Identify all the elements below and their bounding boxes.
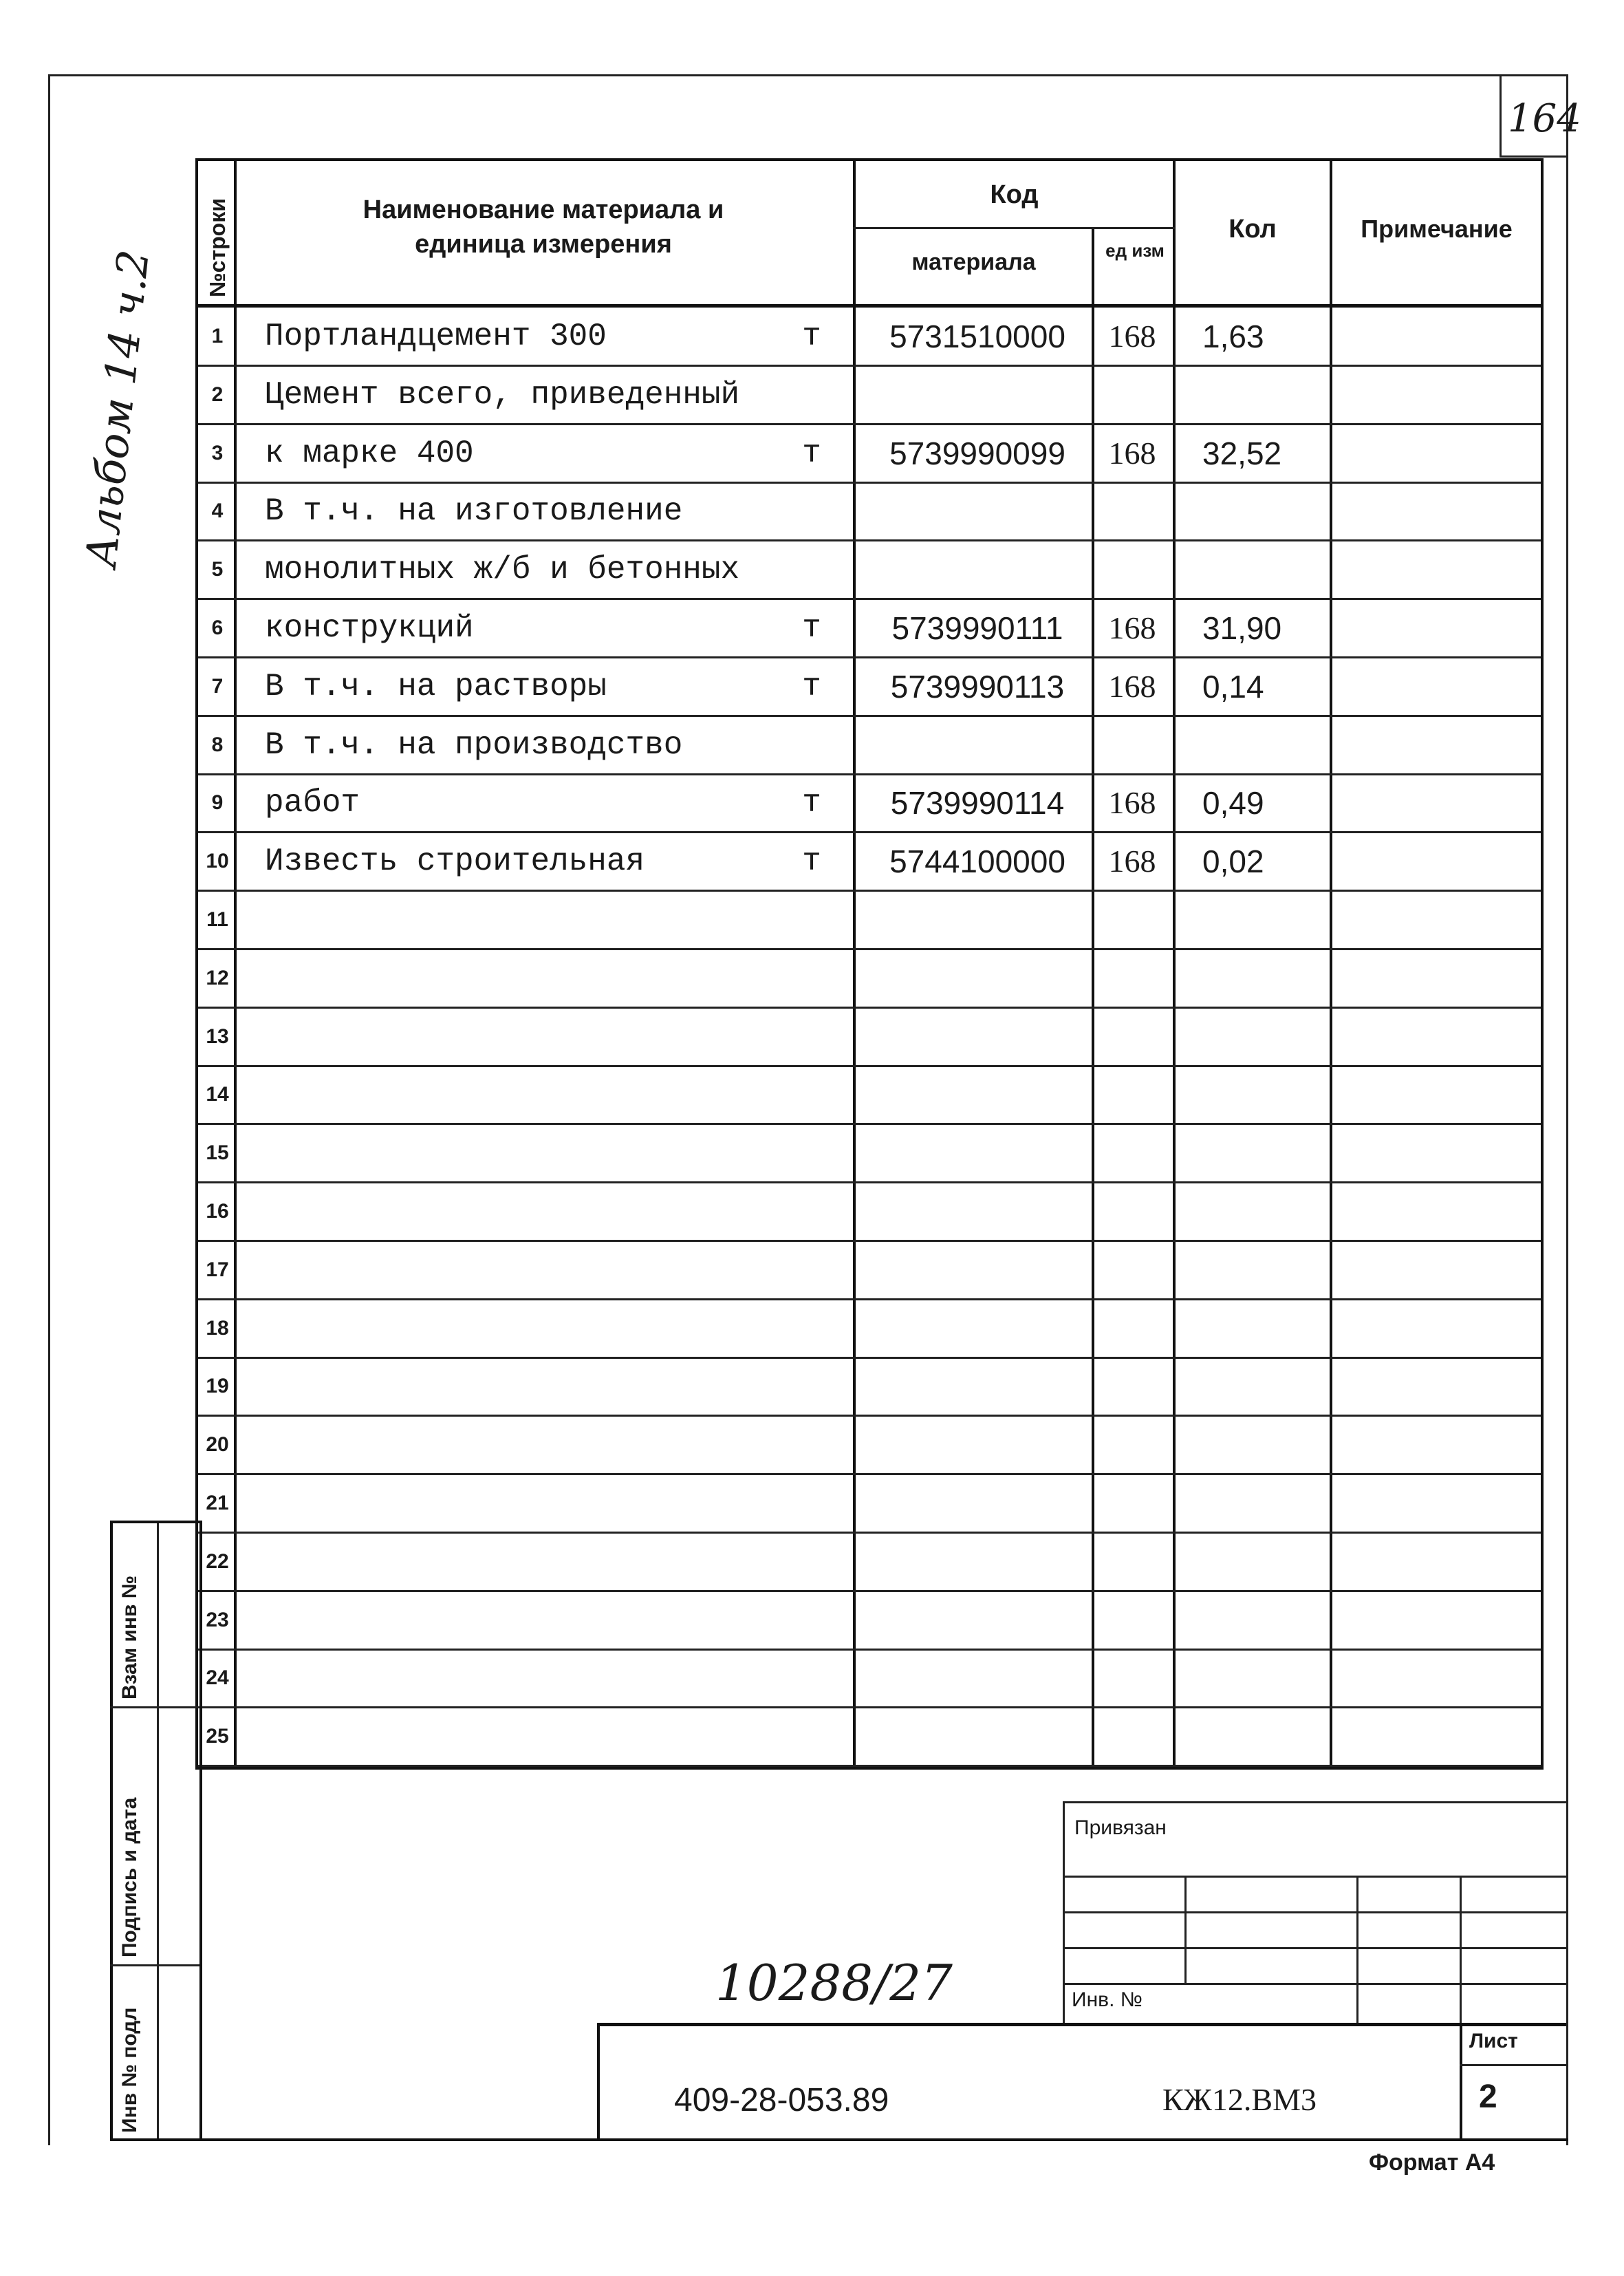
privyazan-col-3 <box>1460 1876 1462 2025</box>
row-material-name: конструкций <box>265 610 474 646</box>
row-material-code <box>868 1357 1087 1415</box>
row-material-code <box>868 1300 1087 1357</box>
row-quantity <box>1202 1591 1319 1649</box>
row-quantity: 1,63 <box>1202 319 1264 354</box>
row-number: 22 <box>206 1550 229 1573</box>
row-material-name: работ <box>265 785 360 821</box>
row-unit <box>798 1124 825 1182</box>
row-unit <box>798 1066 825 1124</box>
row-quantity <box>1202 1008 1319 1066</box>
row-measure-code <box>1094 482 1171 540</box>
row-measure-code <box>1094 1183 1171 1241</box>
row-quantity <box>1202 1241 1319 1299</box>
row-material-name: В т.ч. на изготовление <box>265 493 683 529</box>
row-unit <box>798 1474 825 1532</box>
row-unit <box>798 1357 825 1415</box>
row-measure-code <box>1094 1124 1171 1182</box>
row-unit: т <box>802 610 821 646</box>
row-number: 6 <box>211 616 224 639</box>
row-number: 23 <box>206 1609 229 1631</box>
row-unit <box>798 1533 825 1591</box>
row-material-code <box>868 1416 1087 1474</box>
row-material-code <box>868 716 1087 774</box>
row-number: 12 <box>206 967 229 989</box>
row-material-code: 5739990111 <box>891 610 1063 646</box>
header-code-material: материала <box>911 249 1036 275</box>
row-quantity: 0,02 <box>1202 844 1264 879</box>
sheet-box-divider <box>1460 2064 1566 2066</box>
frame-top <box>48 74 1568 76</box>
row-material-name <box>265 1533 794 1591</box>
row-material-name <box>265 1300 794 1357</box>
row-unit <box>798 1416 825 1474</box>
row-material-name: Портландцемент 300 <box>265 319 607 354</box>
row-quantity <box>1202 1066 1319 1124</box>
row-material-code <box>868 1008 1087 1066</box>
row-measure-code <box>1094 1066 1171 1124</box>
row-measure-code <box>1094 1708 1171 1765</box>
row-material-name <box>265 1591 794 1649</box>
row-material-code <box>868 482 1087 540</box>
row-material-name: к марке 400 <box>265 436 474 471</box>
row-unit <box>798 1183 825 1241</box>
row-number: 13 <box>206 1025 229 1048</box>
row-material-name <box>265 1357 794 1415</box>
stamp-top <box>110 1521 199 1523</box>
row-measure-code <box>1094 1649 1171 1707</box>
row-material-code: 5739990113 <box>890 669 1065 705</box>
row-unit <box>798 482 825 540</box>
stamp-inner <box>157 1521 159 2140</box>
row-measure-code: 168 <box>1108 844 1156 879</box>
row-number: 1 <box>211 325 224 347</box>
header-row-no: №строки <box>205 198 230 297</box>
row-unit: т <box>802 319 821 354</box>
stamp-div-1 <box>110 1706 199 1708</box>
rownum-col-line <box>234 158 237 1768</box>
row-material-name <box>265 1066 794 1124</box>
row-quantity <box>1202 1300 1319 1357</box>
row-material-code <box>868 949 1087 1007</box>
row-quantity <box>1202 1708 1319 1765</box>
stamp-left <box>110 1521 113 2140</box>
row-unit <box>798 716 825 774</box>
row-measure-code <box>1094 1474 1171 1532</box>
row-material-name <box>265 1708 794 1765</box>
table-top <box>195 158 1544 161</box>
header-name: Наименование материала и единица измерения <box>362 195 724 259</box>
privyazan-row-1 <box>1063 1876 1566 1878</box>
row-material-name: В т.ч. на растворы <box>265 669 607 705</box>
row-material-name <box>265 1008 794 1066</box>
row-material-name <box>265 891 794 949</box>
row-number: 11 <box>206 908 228 931</box>
row-quantity <box>1202 1357 1319 1415</box>
privyazan-top <box>1063 1801 1566 1803</box>
row-unit <box>798 541 825 599</box>
row-material-code: 5744100000 <box>889 844 1065 879</box>
corner-box-bottom <box>1500 155 1568 158</box>
row-unit: т <box>802 785 821 821</box>
row-measure-code <box>1094 541 1171 599</box>
row-measure-code: 168 <box>1108 319 1156 354</box>
row-material-code <box>868 1708 1087 1765</box>
sheet-label: Лист <box>1469 2030 1518 2052</box>
corner-box-left <box>1500 74 1502 157</box>
row-unit <box>798 1008 825 1066</box>
row-measure-code <box>1094 1357 1171 1415</box>
row-measure-code <box>1094 716 1171 774</box>
row-measure-code <box>1094 949 1171 1007</box>
row-quantity <box>1202 1124 1319 1182</box>
header-code-unit: ед изм <box>1105 240 1165 261</box>
row-quantity <box>1202 1533 1319 1591</box>
row-quantity: 31,90 <box>1202 610 1282 646</box>
table-right <box>1541 158 1544 1768</box>
row-material-code: 5739990114 <box>890 785 1065 821</box>
row-measure-code <box>1094 1591 1171 1649</box>
row-material-name: монолитных ж/б и бетонных <box>265 552 740 588</box>
row-unit <box>798 891 825 949</box>
format-label: Формат А4 <box>1369 2149 1495 2176</box>
row-number: 16 <box>206 1200 229 1223</box>
row-material-code <box>868 1183 1087 1241</box>
row-quantity: 32,52 <box>1202 436 1282 471</box>
doc-mark: КЖ12.ВМ3 <box>1162 2082 1317 2117</box>
sheet-number: 2 <box>1479 2079 1497 2115</box>
row-material-code <box>868 366 1087 424</box>
row-material-code <box>868 541 1087 599</box>
row-measure-code <box>1094 1533 1171 1591</box>
stamp-inv-podl-label: Инв № подл <box>118 2007 141 2133</box>
unit-col-line <box>1173 158 1176 1768</box>
row-material-code: 5739990099 <box>889 436 1065 471</box>
row-number: 20 <box>206 1433 229 1456</box>
row-measure-code <box>1094 366 1171 424</box>
header-qty: Кол <box>1228 215 1277 244</box>
privyazan-row-2 <box>1063 1911 1566 1913</box>
row-quantity <box>1202 949 1319 1007</box>
row-number: 4 <box>211 500 224 522</box>
row-unit <box>798 1241 825 1299</box>
row-material-code <box>868 1591 1087 1649</box>
table-left <box>195 158 198 1768</box>
row-number: 2 <box>211 383 224 406</box>
row-material-code <box>868 1533 1087 1591</box>
margin-handwriting: Альбом 14 ч.2 <box>76 247 159 570</box>
corner-sheet-number: 164 <box>1508 96 1581 141</box>
row-quantity <box>1202 891 1319 949</box>
qty-col-line <box>1330 158 1332 1768</box>
row-material-name <box>265 1241 794 1299</box>
row-quantity <box>1202 1649 1319 1707</box>
row-material-name <box>265 1474 794 1532</box>
sheet-box-left <box>1460 2023 1462 2140</box>
row-material-name: Цемент всего, приведенный <box>265 377 740 413</box>
stamp-div-2 <box>110 1964 199 1966</box>
row-number: 10 <box>206 850 229 872</box>
main-stamp-left <box>597 2023 600 2140</box>
row-number: 18 <box>206 1317 229 1340</box>
row-material-code <box>868 1474 1087 1532</box>
row-unit: т <box>802 669 821 705</box>
row-quantity <box>1202 1474 1319 1532</box>
row-material-name <box>265 949 794 1007</box>
privyazan-row-3 <box>1063 1947 1566 1949</box>
row-number: 8 <box>211 733 224 756</box>
row-material-name <box>265 1183 794 1241</box>
row-number: 15 <box>206 1141 229 1164</box>
row-measure-code <box>1094 1008 1171 1066</box>
row-measure-code: 168 <box>1108 610 1156 645</box>
code-group-divider <box>853 227 1175 229</box>
row-unit <box>798 1708 825 1765</box>
row-number: 17 <box>206 1258 229 1281</box>
row-material-code: 5731510000 <box>889 319 1065 354</box>
row-material-code <box>868 1066 1087 1124</box>
privyazan-label: Привязан <box>1074 1816 1167 1839</box>
frame-left <box>48 74 50 2145</box>
row-unit <box>798 1649 825 1707</box>
privyazan-col-1 <box>1184 1876 1187 1983</box>
inv-no-label: Инв. № <box>1072 1988 1143 2011</box>
name-col-line <box>853 158 856 1768</box>
row-quantity <box>1202 716 1319 774</box>
header-code-group: Код <box>990 180 1039 209</box>
doc-code: 409-28-053.89 <box>674 2082 889 2118</box>
row-measure-code <box>1094 1416 1171 1474</box>
row-unit: т <box>802 436 821 471</box>
row-quantity <box>1202 366 1319 424</box>
row-material-name <box>265 1649 794 1707</box>
row-material-name <box>265 1416 794 1474</box>
stamp-podpis-label: Подпись и дата <box>118 1797 141 1957</box>
stamp-vzam-label: Взам инв № <box>118 1575 141 1699</box>
row-measure-code <box>1094 1241 1171 1299</box>
row-number: 24 <box>206 1666 229 1689</box>
row-number: 19 <box>206 1375 229 1397</box>
row-quantity <box>1202 482 1319 540</box>
row-material-name <box>265 1124 794 1182</box>
row-measure-code: 168 <box>1108 785 1156 820</box>
row-quantity: 0,49 <box>1202 785 1264 821</box>
row-unit <box>798 949 825 1007</box>
row-number: 3 <box>211 442 224 464</box>
row-number: 14 <box>206 1083 229 1106</box>
row-measure-code <box>1094 1300 1171 1357</box>
row-quantity: 0,14 <box>1202 669 1264 705</box>
row-quantity <box>1202 1416 1319 1474</box>
row-number: 9 <box>211 791 224 814</box>
row-number: 25 <box>206 1725 229 1748</box>
row-unit: т <box>802 844 821 879</box>
row-material-code <box>868 1649 1087 1707</box>
row-measure-code: 168 <box>1108 436 1156 471</box>
row-measure-code: 168 <box>1108 669 1156 704</box>
handwritten-number: 10288/27 <box>715 1954 953 2012</box>
row-material-name: Известь строительная <box>265 844 645 879</box>
table-bottom <box>195 1767 1544 1770</box>
row-unit <box>798 366 825 424</box>
row-material-name: В т.ч. на производство <box>265 727 683 763</box>
stamp-bottom <box>110 2138 1568 2141</box>
frame-right <box>1566 74 1568 2145</box>
header-note: Примечание <box>1361 215 1513 243</box>
row-number: 7 <box>211 675 224 698</box>
row-material-code <box>868 891 1087 949</box>
privyazan-row-4 <box>1063 1983 1566 1985</box>
row-material-code <box>868 1124 1087 1182</box>
row-number: 5 <box>211 558 224 581</box>
row-material-code <box>868 1241 1087 1299</box>
row-unit <box>798 1300 825 1357</box>
row-quantity <box>1202 1183 1319 1241</box>
main-stamp-top <box>597 2023 1566 2026</box>
privyazan-col-2 <box>1356 1876 1358 2025</box>
stamp-right <box>199 1521 202 2140</box>
row-unit <box>798 1591 825 1649</box>
row-measure-code <box>1094 891 1171 949</box>
row-number: 21 <box>206 1492 229 1514</box>
row-quantity <box>1202 541 1319 599</box>
